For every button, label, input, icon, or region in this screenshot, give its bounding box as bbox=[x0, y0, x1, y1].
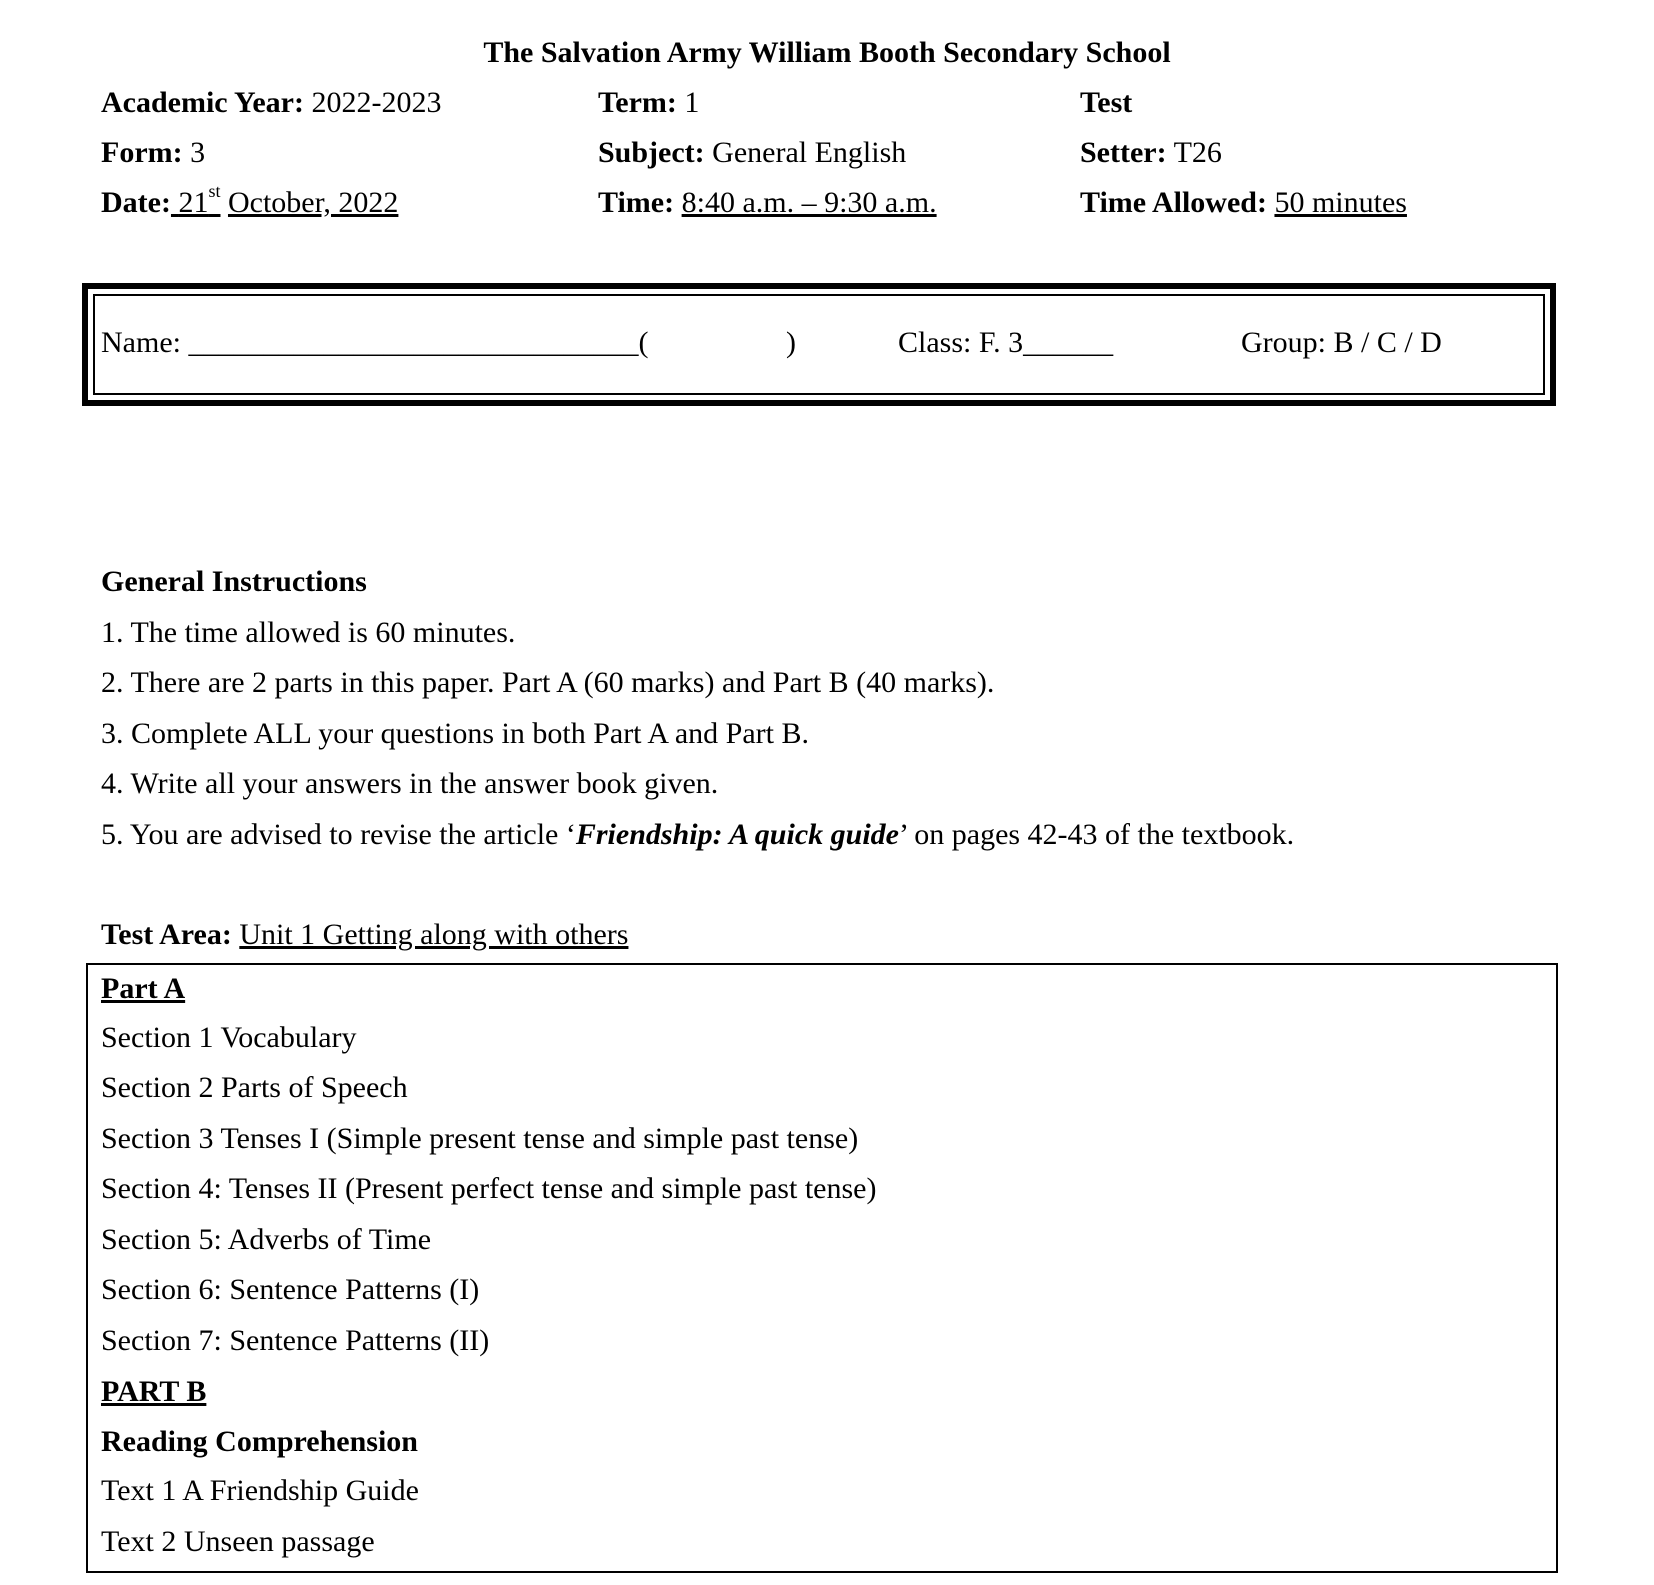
section-item: Section 6: Sentence Patterns (I) bbox=[101, 1273, 480, 1306]
instruction-item-5 bbox=[101, 818, 1294, 852]
instruction-item: 2. There are 2 parts in this paper. Part A (60 marks) and Part B (40 marks). bbox=[101, 666, 995, 699]
time-label: Time: bbox=[598, 186, 675, 219]
form-value: 3 bbox=[190, 136, 206, 169]
time-value: 8:40 a.m. – 9:30 a.m. bbox=[681, 186, 937, 219]
section-item: Section 3 Tenses I (Simple present tense and simple past tense) bbox=[101, 1122, 859, 1155]
part-b-subheading: Reading Comprehension bbox=[101, 1425, 418, 1458]
term-value: 1 bbox=[684, 86, 700, 119]
test-area-value: Unit 1 Getting along with others bbox=[239, 918, 629, 951]
name-label: Name: bbox=[101, 326, 181, 359]
section-item: Section 7: Sentence Patterns (II) bbox=[101, 1324, 490, 1357]
form-label: Form: bbox=[101, 136, 183, 169]
setter-value: T26 bbox=[1173, 136, 1222, 169]
subject-value: General English bbox=[712, 136, 907, 169]
test-label: Test bbox=[1080, 86, 1133, 119]
section-item: Section 5: Adverbs of Time bbox=[101, 1223, 432, 1256]
paren-open: ( bbox=[638, 326, 649, 359]
academic-year-value: 2022-2023 bbox=[311, 86, 442, 119]
academic-year-label: Academic Year: bbox=[101, 86, 304, 119]
setter bbox=[1080, 136, 1222, 170]
time-allowed bbox=[1080, 186, 1407, 220]
class-field[interactable] bbox=[898, 326, 1113, 360]
instruction-5-suffix: ’ on pages 42-43 of the textbook. bbox=[898, 818, 1295, 851]
term-label: Term: bbox=[598, 86, 677, 119]
instruction-item: 4. Write all your answers in the answer book given. bbox=[101, 767, 719, 800]
time-allowed-label: Time Allowed: bbox=[1080, 186, 1267, 219]
part-b-heading: PART B bbox=[101, 1375, 207, 1408]
name-blank[interactable]: ______________________________ bbox=[188, 326, 639, 359]
date bbox=[101, 181, 399, 220]
test-area bbox=[101, 918, 628, 952]
part-b-item: Text 2 Unseen passage bbox=[101, 1525, 375, 1558]
paren-close: ) bbox=[786, 326, 796, 359]
part-b-item: Text 1 A Friendship Guide bbox=[101, 1474, 419, 1507]
instructions-heading: General Instructions bbox=[101, 565, 367, 598]
class-label: Class: F. 3 bbox=[898, 326, 1024, 359]
form bbox=[101, 136, 205, 170]
test-area-label: Test Area: bbox=[101, 918, 232, 951]
section-item: Section 4: Tenses II (Present perfect tense and simple past tense) bbox=[101, 1172, 877, 1205]
date-rest: October, 2022 bbox=[227, 186, 399, 219]
section-item: Section 1 Vocabulary bbox=[101, 1021, 357, 1054]
group-field: Group: B / C / D bbox=[1241, 326, 1442, 359]
subject bbox=[598, 136, 906, 170]
instruction-5-prefix: 5. You are advised to revise the article ‘ bbox=[101, 818, 576, 851]
subject-label: Subject: bbox=[598, 136, 705, 169]
date-suffix: st bbox=[208, 181, 221, 201]
date-day: 21 bbox=[178, 186, 209, 219]
instruction-item: 1. The time allowed is 60 minutes. bbox=[101, 616, 516, 649]
part-a-heading: Part A bbox=[101, 972, 186, 1005]
instruction-item: 3. Complete ALL your questions in both Part A and Part B. bbox=[101, 717, 810, 750]
academic-year bbox=[101, 86, 441, 120]
term bbox=[598, 86, 699, 120]
setter-label: Setter: bbox=[1080, 136, 1167, 169]
date-label: Date: bbox=[101, 186, 171, 219]
time bbox=[598, 186, 937, 220]
class-blank[interactable]: ______ bbox=[1023, 326, 1114, 359]
section-item: Section 2 Parts of Speech bbox=[101, 1071, 408, 1104]
school-title: The Salvation Army William Booth Secondary School bbox=[483, 36, 1171, 69]
name-field[interactable] bbox=[101, 326, 648, 360]
instruction-5-article-title: Friendship: A quick guide bbox=[575, 818, 899, 851]
time-allowed-value: 50 minutes bbox=[1274, 186, 1407, 219]
